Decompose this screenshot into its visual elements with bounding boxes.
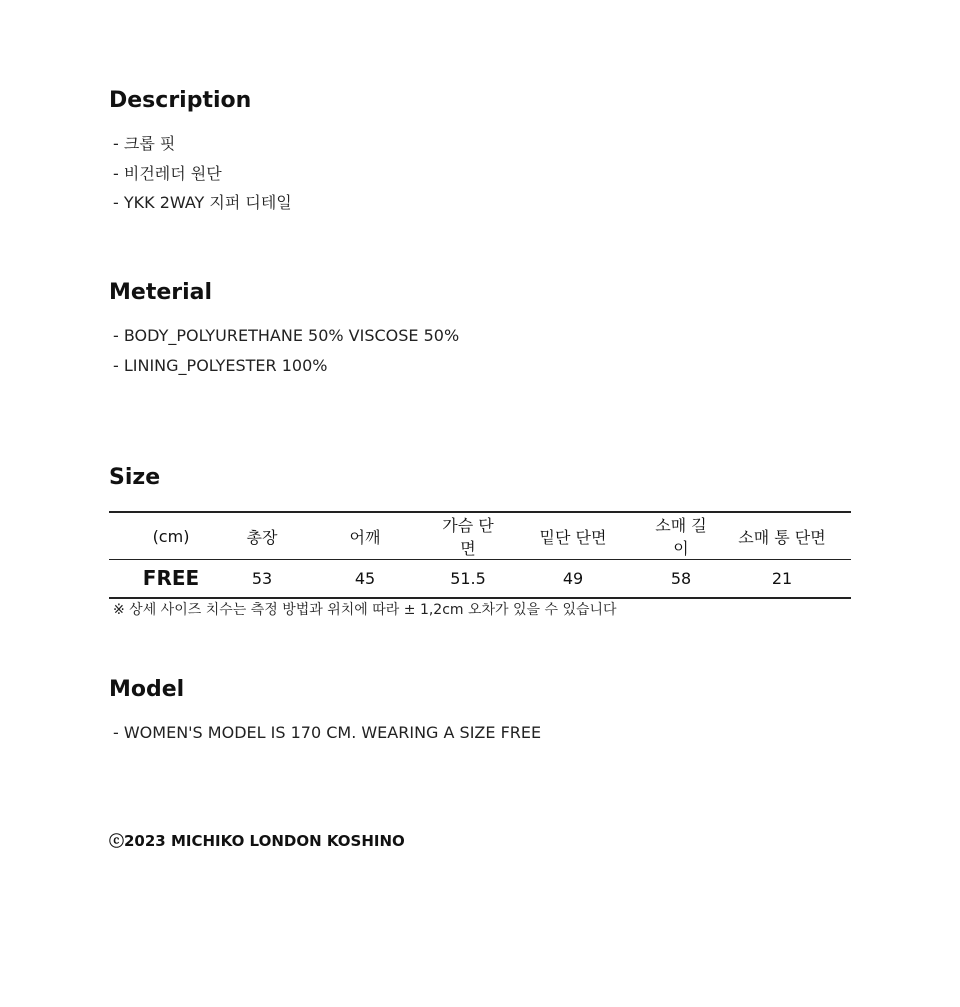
table-cell: 51.5 [450,568,486,588]
list-item: - BODY_POLYURETHANE 50% VISCOSE 50% [113,326,460,345]
header-cell-shoulder: 어깨 [349,527,381,547]
model-title: Model [109,677,185,702]
table-cell: 21 [771,568,793,588]
size-note: ※ 상세 사이즈 치수는 측정 방법과 위치에 따라 ± 1,2cm 오차가 있을 수 있습니다 [113,602,617,618]
material-title: Meterial [109,280,213,305]
model-list [113,718,541,748]
header-cell-hem: 밑단 단면 [539,527,607,547]
header-cell-unit: (cm) [152,526,190,546]
list-item: - LINING_POLYESTER 100% [113,355,328,375]
size-table-header-row [109,512,851,560]
description-list [113,129,292,218]
copyright-text: ⓒ2023 MICHIKO LONDON KOSHINO [109,832,405,850]
list-item: - 크롭 핏 [113,134,176,153]
header-cell-total-length: 총장 [246,527,278,547]
header-cell-sleeve-length: 소매 길이 [655,516,707,558]
table-cell: 45 [354,568,376,588]
table-cell: 58 [670,568,692,588]
list-item: - WOMEN'S MODEL IS 170 CM. WEARING A SIZE FREE [113,723,542,742]
list-item: - 비건레더 원단 [113,163,222,183]
size-table [109,511,851,599]
table-row [109,560,851,598]
list-item: - YKK 2WAY 지퍼 디테일 [113,193,292,212]
size-title: Size [109,465,161,490]
description-title: Description [109,88,252,113]
header-cell-sleeve-width: 소매 통 단면 [738,527,826,547]
table-cell: 49 [562,568,584,588]
material-list [113,321,459,380]
header-cell-chest: 가슴 단면 [442,516,494,558]
table-cell: 53 [251,568,273,588]
size-name-cell: FREE [142,566,200,591]
